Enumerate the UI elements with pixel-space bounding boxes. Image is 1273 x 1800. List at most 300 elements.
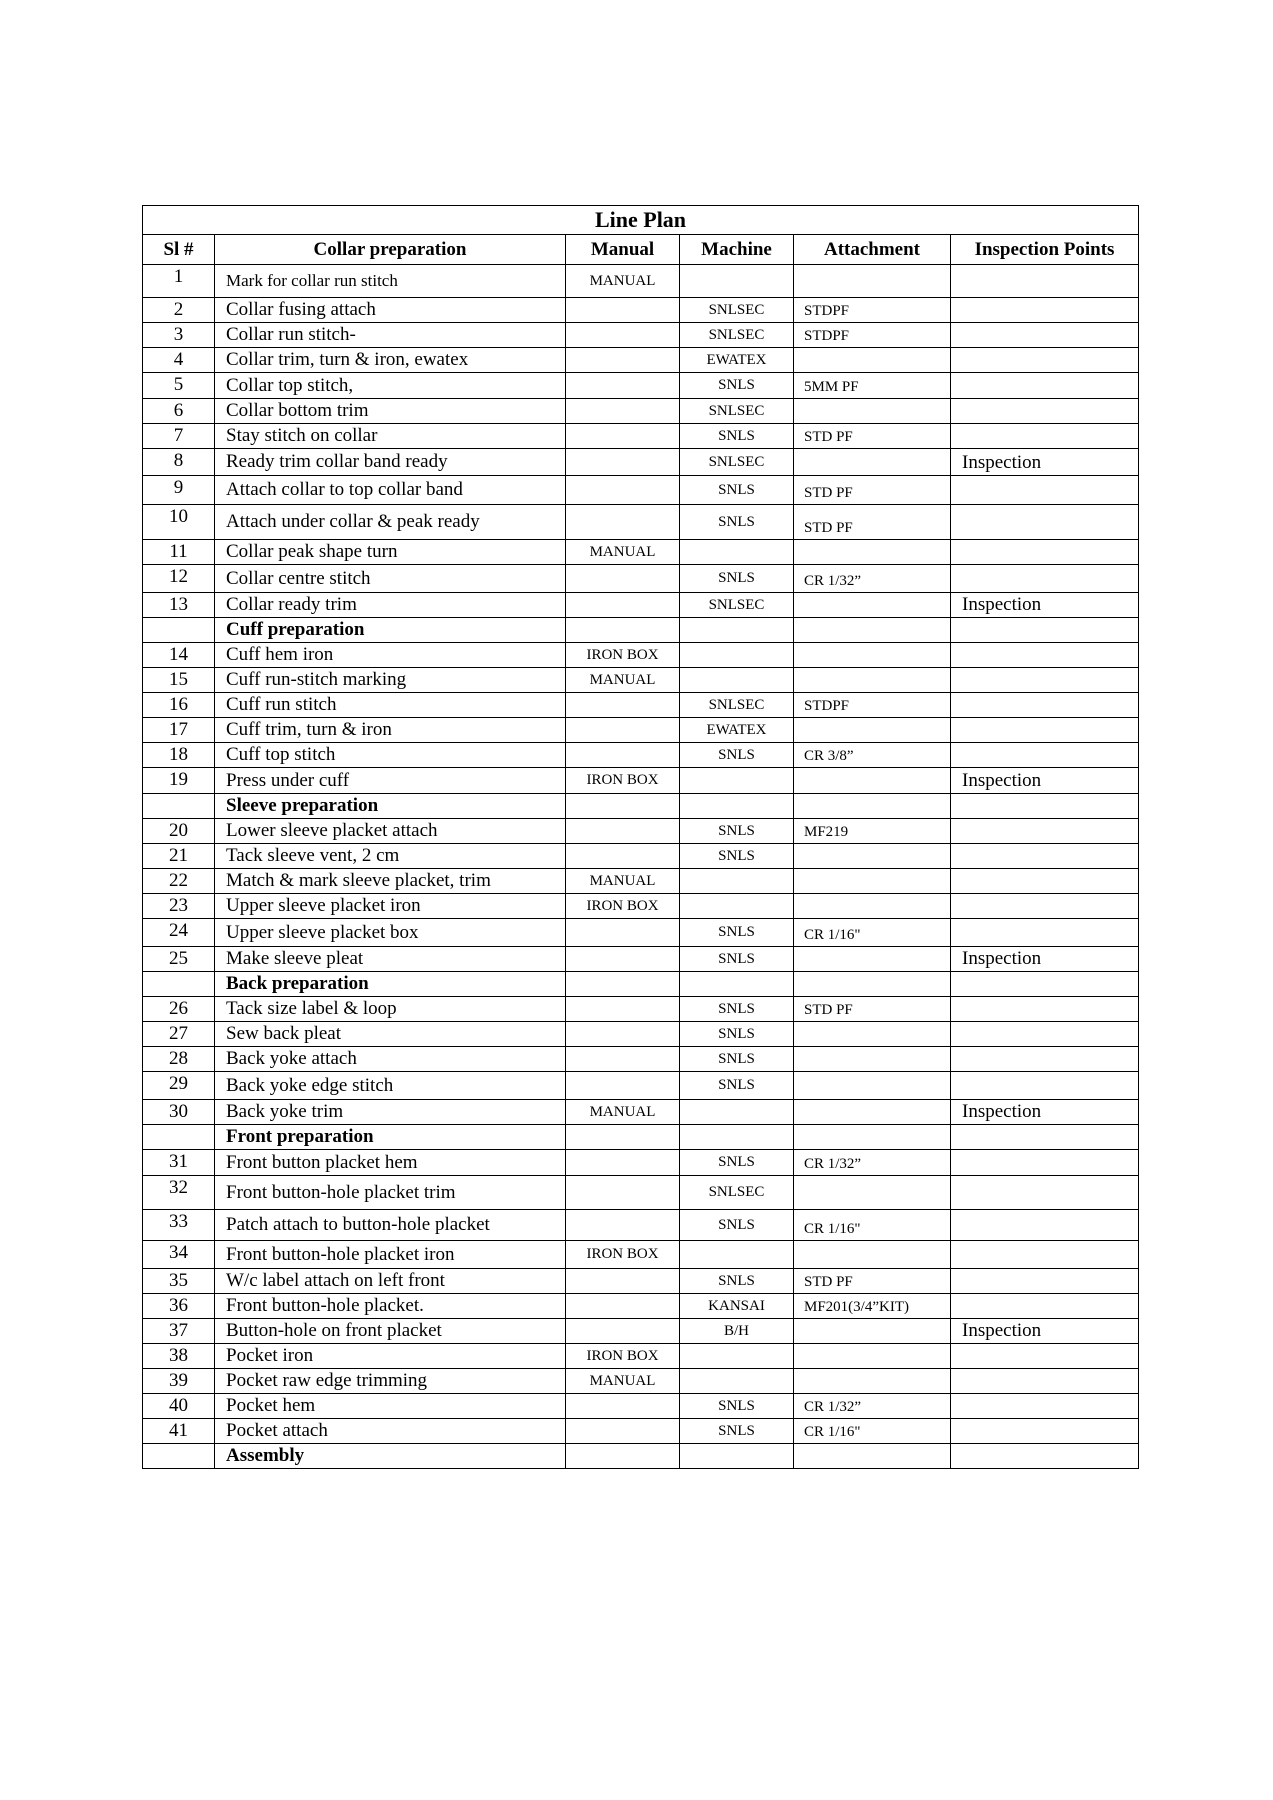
table-row xyxy=(143,1241,1139,1269)
table-row xyxy=(143,1047,1139,1072)
cell-inspection xyxy=(951,424,1139,449)
cell-machine: SNLSEC xyxy=(680,693,794,718)
cell-machine xyxy=(680,1100,794,1125)
cell-manual xyxy=(566,348,680,373)
cell-machine xyxy=(680,1125,794,1150)
cell-attachment xyxy=(794,668,951,693)
cell-attachment: STD PF xyxy=(794,424,951,449)
cell-sl: 29 xyxy=(143,1072,215,1100)
cell-machine: SNLS xyxy=(680,743,794,768)
cell-attachment xyxy=(794,1344,951,1369)
cell-description: Mark for collar run stitch xyxy=(215,265,566,298)
cell-manual: IRON BOX xyxy=(566,1344,680,1369)
cell-inspection xyxy=(951,794,1139,819)
table-row xyxy=(143,298,1139,323)
cell-machine: EWATEX xyxy=(680,718,794,743)
table-row xyxy=(143,894,1139,919)
table-row xyxy=(143,919,1139,947)
cell-description: Cuff run stitch xyxy=(215,693,566,718)
table-row xyxy=(143,1210,1139,1241)
cell-attachment xyxy=(794,869,951,894)
cell-manual xyxy=(566,718,680,743)
cell-inspection xyxy=(951,298,1139,323)
cell-attachment: STD PF xyxy=(794,997,951,1022)
cell-attachment: STDPF xyxy=(794,298,951,323)
cell-inspection xyxy=(951,997,1139,1022)
cell-description: Upper sleeve placket box xyxy=(215,919,566,947)
table-row xyxy=(143,593,1139,618)
cell-sl: 11 xyxy=(143,540,215,565)
cell-attachment: 5MM PF xyxy=(794,373,951,399)
cell-manual: MANUAL xyxy=(566,668,680,693)
cell-description: Back yoke trim xyxy=(215,1100,566,1125)
table-row xyxy=(143,844,1139,869)
cell-sl: 2 xyxy=(143,298,215,323)
cell-manual xyxy=(566,449,680,476)
cell-inspection: Inspection xyxy=(951,449,1139,476)
cell-machine: SNLSEC xyxy=(680,298,794,323)
cell-description: Sew back pleat xyxy=(215,1022,566,1047)
cell-description: Match & mark sleeve placket, trim xyxy=(215,869,566,894)
cell-machine: SNLSEC xyxy=(680,399,794,424)
header-sl: Sl # xyxy=(143,235,215,265)
cell-attachment xyxy=(794,1100,951,1125)
cell-manual xyxy=(566,618,680,643)
cell-sl: 5 xyxy=(143,373,215,399)
cell-sl: 39 xyxy=(143,1369,215,1394)
header-machine: Machine xyxy=(680,235,794,265)
cell-sl: 16 xyxy=(143,693,215,718)
cell-inspection xyxy=(951,1294,1139,1319)
cell-description: Upper sleeve placket iron xyxy=(215,894,566,919)
cell-attachment: STDPF xyxy=(794,693,951,718)
table-row xyxy=(143,373,1139,399)
cell-manual xyxy=(566,424,680,449)
cell-machine xyxy=(680,1369,794,1394)
cell-machine: SNLSEC xyxy=(680,449,794,476)
cell-description: Front button-hole placket. xyxy=(215,1294,566,1319)
cell-inspection: Inspection xyxy=(951,593,1139,618)
cell-attachment xyxy=(794,1022,951,1047)
table-row xyxy=(143,643,1139,668)
cell-manual xyxy=(566,1319,680,1344)
cell-description: Press under cuff xyxy=(215,768,566,794)
cell-inspection xyxy=(951,348,1139,373)
table-row xyxy=(143,668,1139,693)
table-row xyxy=(143,869,1139,894)
cell-manual xyxy=(566,919,680,947)
cell-description: Cuff preparation xyxy=(215,618,566,643)
cell-description: Stay stitch on collar xyxy=(215,424,566,449)
cell-machine: SNLSEC xyxy=(680,593,794,618)
cell-description: Collar fusing attach xyxy=(215,298,566,323)
cell-description: Lower sleeve placket attach xyxy=(215,819,566,844)
cell-sl: 12 xyxy=(143,565,215,593)
cell-sl: 27 xyxy=(143,1022,215,1047)
cell-inspection xyxy=(951,265,1139,298)
cell-attachment xyxy=(794,768,951,794)
cell-machine: SNLS xyxy=(680,1047,794,1072)
cell-sl: 33 xyxy=(143,1210,215,1241)
cell-sl: 8 xyxy=(143,449,215,476)
cell-machine: SNLS xyxy=(680,1269,794,1294)
cell-inspection xyxy=(951,1022,1139,1047)
section-row xyxy=(143,1444,1139,1469)
cell-manual xyxy=(566,565,680,593)
cell-machine: SNLS xyxy=(680,997,794,1022)
cell-manual: MANUAL xyxy=(566,1100,680,1125)
cell-sl: 32 xyxy=(143,1176,215,1210)
cell-inspection xyxy=(951,1150,1139,1176)
cell-sl: 24 xyxy=(143,919,215,947)
cell-inspection xyxy=(951,1210,1139,1241)
cell-manual xyxy=(566,819,680,844)
table-row xyxy=(143,1419,1139,1444)
cell-description: Collar ready trim xyxy=(215,593,566,618)
cell-inspection xyxy=(951,540,1139,565)
section-row xyxy=(143,618,1139,643)
cell-manual xyxy=(566,476,680,505)
cell-machine: SNLSEC xyxy=(680,1176,794,1210)
cell-sl: 35 xyxy=(143,1269,215,1294)
cell-description: Front button-hole placket trim xyxy=(215,1176,566,1210)
cell-sl: 15 xyxy=(143,668,215,693)
cell-inspection xyxy=(951,373,1139,399)
cell-inspection xyxy=(951,668,1139,693)
cell-description: Collar top stitch, xyxy=(215,373,566,399)
cell-attachment xyxy=(794,1319,951,1344)
cell-inspection xyxy=(951,844,1139,869)
line-plan-sheet xyxy=(142,205,1138,1469)
table-row xyxy=(143,1150,1139,1176)
table-row xyxy=(143,540,1139,565)
cell-inspection xyxy=(951,1241,1139,1269)
cell-description: Assembly xyxy=(215,1444,566,1469)
cell-sl: 6 xyxy=(143,399,215,424)
table-row xyxy=(143,565,1139,593)
cell-attachment: CR 3/8” xyxy=(794,743,951,768)
cell-manual xyxy=(566,844,680,869)
cell-attachment xyxy=(794,1047,951,1072)
cell-attachment xyxy=(794,718,951,743)
cell-inspection xyxy=(951,919,1139,947)
cell-manual xyxy=(566,997,680,1022)
cell-machine: KANSAI xyxy=(680,1294,794,1319)
table-row xyxy=(143,1269,1139,1294)
cell-manual xyxy=(566,298,680,323)
cell-manual xyxy=(566,743,680,768)
cell-sl: 1 xyxy=(143,265,215,298)
cell-sl: 40 xyxy=(143,1394,215,1419)
cell-sl: 34 xyxy=(143,1241,215,1269)
cell-description: Collar trim, turn & iron, ewatex xyxy=(215,348,566,373)
cell-inspection xyxy=(951,1394,1139,1419)
cell-manual xyxy=(566,947,680,972)
cell-attachment: MF219 xyxy=(794,819,951,844)
cell-machine: SNLS xyxy=(680,476,794,505)
cell-inspection xyxy=(951,869,1139,894)
cell-attachment xyxy=(794,1241,951,1269)
table-row xyxy=(143,1022,1139,1047)
cell-description: Collar peak shape turn xyxy=(215,540,566,565)
cell-machine: SNLS xyxy=(680,424,794,449)
cell-manual xyxy=(566,1394,680,1419)
cell-inspection xyxy=(951,1047,1139,1072)
cell-manual: MANUAL xyxy=(566,265,680,298)
cell-manual xyxy=(566,1072,680,1100)
cell-machine xyxy=(680,1241,794,1269)
cell-inspection xyxy=(951,743,1139,768)
cell-sl: 23 xyxy=(143,894,215,919)
header-description: Collar preparation xyxy=(215,235,566,265)
table-row xyxy=(143,505,1139,540)
table-row xyxy=(143,1394,1139,1419)
cell-manual xyxy=(566,794,680,819)
section-row xyxy=(143,1125,1139,1150)
cell-sl xyxy=(143,1444,215,1469)
cell-sl: 20 xyxy=(143,819,215,844)
cell-inspection: Inspection xyxy=(951,947,1139,972)
cell-inspection xyxy=(951,1072,1139,1100)
cell-sl xyxy=(143,1125,215,1150)
cell-manual: MANUAL xyxy=(566,540,680,565)
cell-sl: 9 xyxy=(143,476,215,505)
cell-sl: 18 xyxy=(143,743,215,768)
cell-inspection xyxy=(951,1125,1139,1150)
cell-description: Tack size label & loop xyxy=(215,997,566,1022)
cell-attachment xyxy=(794,348,951,373)
cell-machine: SNLS xyxy=(680,819,794,844)
cell-inspection xyxy=(951,1344,1139,1369)
cell-description: Front button-hole placket iron xyxy=(215,1241,566,1269)
cell-sl: 25 xyxy=(143,947,215,972)
cell-sl: 38 xyxy=(143,1344,215,1369)
cell-description: Pocket raw edge trimming xyxy=(215,1369,566,1394)
cell-manual xyxy=(566,1022,680,1047)
cell-sl: 3 xyxy=(143,323,215,348)
cell-manual xyxy=(566,323,680,348)
cell-manual xyxy=(566,1210,680,1241)
table-row xyxy=(143,718,1139,743)
cell-description: Collar bottom trim xyxy=(215,399,566,424)
cell-sl: 28 xyxy=(143,1047,215,1072)
cell-machine: SNLS xyxy=(680,1394,794,1419)
cell-machine xyxy=(680,1444,794,1469)
cell-inspection xyxy=(951,618,1139,643)
cell-machine xyxy=(680,668,794,693)
cell-sl: 21 xyxy=(143,844,215,869)
cell-inspection xyxy=(951,894,1139,919)
cell-attachment: MF201(3/4”KIT) xyxy=(794,1294,951,1319)
cell-description: Pocket iron xyxy=(215,1344,566,1369)
cell-sl: 4 xyxy=(143,348,215,373)
cell-sl: 30 xyxy=(143,1100,215,1125)
cell-manual xyxy=(566,1047,680,1072)
table-row xyxy=(143,348,1139,373)
cell-manual xyxy=(566,1150,680,1176)
cell-description: Back yoke attach xyxy=(215,1047,566,1072)
table-row xyxy=(143,449,1139,476)
table-row xyxy=(143,743,1139,768)
cell-description: Button-hole on front placket xyxy=(215,1319,566,1344)
cell-machine: SNLS xyxy=(680,947,794,972)
cell-manual xyxy=(566,693,680,718)
cell-inspection: Inspection xyxy=(951,768,1139,794)
cell-description: Make sleeve pleat xyxy=(215,947,566,972)
cell-machine: SNLS xyxy=(680,373,794,399)
cell-attachment: STDPF xyxy=(794,323,951,348)
cell-manual: IRON BOX xyxy=(566,768,680,794)
cell-description: Front preparation xyxy=(215,1125,566,1150)
cell-machine xyxy=(680,768,794,794)
cell-description: Tack sleeve vent, 2 cm xyxy=(215,844,566,869)
table-row xyxy=(143,476,1139,505)
header-attachment: Attachment xyxy=(794,235,951,265)
cell-machine: SNLS xyxy=(680,919,794,947)
cell-manual xyxy=(566,1176,680,1210)
cell-attachment: STD PF xyxy=(794,505,951,540)
cell-attachment xyxy=(794,618,951,643)
cell-inspection xyxy=(951,718,1139,743)
cell-attachment xyxy=(794,1444,951,1469)
cell-description: Attach collar to top collar band xyxy=(215,476,566,505)
table-body xyxy=(143,265,1139,1469)
cell-attachment: CR 1/32” xyxy=(794,565,951,593)
table-row xyxy=(143,1176,1139,1210)
cell-attachment: CR 1/16" xyxy=(794,1210,951,1241)
cell-attachment xyxy=(794,1369,951,1394)
cell-manual: IRON BOX xyxy=(566,643,680,668)
cell-inspection xyxy=(951,399,1139,424)
cell-attachment xyxy=(794,449,951,476)
header-manual: Manual xyxy=(566,235,680,265)
cell-description: Pocket attach xyxy=(215,1419,566,1444)
cell-attachment xyxy=(794,894,951,919)
cell-manual xyxy=(566,1125,680,1150)
cell-machine xyxy=(680,1344,794,1369)
cell-inspection xyxy=(951,476,1139,505)
header-inspection: Inspection Points xyxy=(951,235,1139,265)
cell-inspection xyxy=(951,323,1139,348)
cell-description: Ready trim collar band ready xyxy=(215,449,566,476)
cell-description: Back preparation xyxy=(215,972,566,997)
cell-attachment xyxy=(794,1176,951,1210)
cell-attachment xyxy=(794,593,951,618)
cell-inspection xyxy=(951,1444,1139,1469)
cell-attachment xyxy=(794,399,951,424)
cell-sl: 36 xyxy=(143,1294,215,1319)
cell-attachment: CR 1/16" xyxy=(794,919,951,947)
cell-manual: IRON BOX xyxy=(566,1241,680,1269)
table-row xyxy=(143,947,1139,972)
cell-inspection xyxy=(951,693,1139,718)
cell-inspection xyxy=(951,1269,1139,1294)
cell-attachment: CR 1/16" xyxy=(794,1419,951,1444)
cell-attachment: CR 1/32” xyxy=(794,1150,951,1176)
cell-manual xyxy=(566,373,680,399)
table-row xyxy=(143,1344,1139,1369)
cell-machine: SNLS xyxy=(680,1150,794,1176)
cell-machine: SNLS xyxy=(680,1072,794,1100)
cell-sl: 17 xyxy=(143,718,215,743)
cell-description: Pocket hem xyxy=(215,1394,566,1419)
cell-inspection xyxy=(951,1176,1139,1210)
table-row xyxy=(143,1369,1139,1394)
cell-machine xyxy=(680,972,794,997)
cell-attachment: STD PF xyxy=(794,1269,951,1294)
cell-machine xyxy=(680,265,794,298)
cell-manual xyxy=(566,1419,680,1444)
cell-machine: SNLS xyxy=(680,565,794,593)
cell-description: Front button placket hem xyxy=(215,1150,566,1176)
cell-inspection xyxy=(951,1419,1139,1444)
cell-machine xyxy=(680,618,794,643)
cell-attachment xyxy=(794,947,951,972)
cell-description: Patch attach to button-hole placket xyxy=(215,1210,566,1241)
table-row xyxy=(143,1294,1139,1319)
table-row xyxy=(143,819,1139,844)
section-row xyxy=(143,972,1139,997)
cell-attachment xyxy=(794,643,951,668)
cell-inspection xyxy=(951,819,1139,844)
cell-description: Attach under collar & peak ready xyxy=(215,505,566,540)
cell-machine xyxy=(680,869,794,894)
cell-attachment xyxy=(794,844,951,869)
cell-machine xyxy=(680,643,794,668)
cell-sl: 26 xyxy=(143,997,215,1022)
cell-sl: 10 xyxy=(143,505,215,540)
cell-sl: 19 xyxy=(143,768,215,794)
table-title: Line Plan xyxy=(143,206,1139,235)
table-row xyxy=(143,768,1139,794)
cell-sl xyxy=(143,618,215,643)
cell-attachment xyxy=(794,265,951,298)
cell-machine xyxy=(680,894,794,919)
cell-manual xyxy=(566,399,680,424)
cell-machine: SNLS xyxy=(680,505,794,540)
cell-sl: 22 xyxy=(143,869,215,894)
cell-inspection xyxy=(951,1369,1139,1394)
cell-machine: SNLS xyxy=(680,1022,794,1047)
cell-manual xyxy=(566,1269,680,1294)
cell-sl: 31 xyxy=(143,1150,215,1176)
cell-sl xyxy=(143,972,215,997)
cell-machine xyxy=(680,540,794,565)
cell-inspection xyxy=(951,972,1139,997)
cell-machine: B/H xyxy=(680,1319,794,1344)
cell-description: Cuff top stitch xyxy=(215,743,566,768)
table-row xyxy=(143,323,1139,348)
cell-description: Cuff trim, turn & iron xyxy=(215,718,566,743)
cell-sl xyxy=(143,794,215,819)
cell-attachment xyxy=(794,540,951,565)
header-row xyxy=(143,235,1139,265)
cell-sl: 7 xyxy=(143,424,215,449)
cell-machine: SNLS xyxy=(680,1210,794,1241)
cell-inspection: Inspection xyxy=(951,1100,1139,1125)
cell-inspection xyxy=(951,505,1139,540)
cell-manual xyxy=(566,505,680,540)
cell-attachment xyxy=(794,972,951,997)
cell-description: Cuff hem iron xyxy=(215,643,566,668)
line-plan-table xyxy=(142,205,1139,1469)
cell-attachment: CR 1/32” xyxy=(794,1394,951,1419)
cell-sl: 14 xyxy=(143,643,215,668)
cell-manual xyxy=(566,1294,680,1319)
cell-machine: EWATEX xyxy=(680,348,794,373)
cell-description: Sleeve preparation xyxy=(215,794,566,819)
table-row xyxy=(143,399,1139,424)
